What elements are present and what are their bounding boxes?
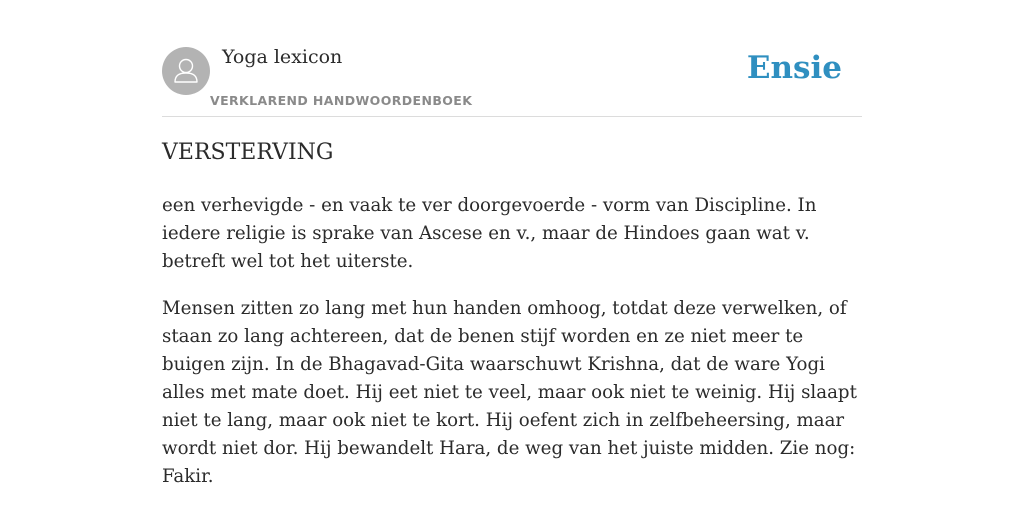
entry-term: VERSTERVING bbox=[162, 140, 334, 165]
page bbox=[162, 0, 862, 487]
site-title[interactable]: Yoga lexicon bbox=[222, 46, 343, 68]
user-icon bbox=[162, 47, 210, 95]
avatar[interactable] bbox=[162, 47, 210, 95]
site-subtitle: VERKLAREND HANDWOORDENBOEK bbox=[210, 93, 473, 108]
definition-paragraph: Mensen zitten zo lang met hun handen omhoog, totdat deze verwelken, of staan zo lang achtereen, dat de benen stijf worden en ze niet meer te buigen zijn. In de Bhagavad-Gita waarschuwt Krishna, dat de ware Yogi alles met mate doet. Hij eet niet te veel, maar ook niet te weinig. Hij slaapt niet te lang, maar ook niet te kort. Hij oefent zich in zelfbeheersing, maar wordt niet dor. Hij bewandelt Hara, de weg van het juiste midden. Zie nog: Fakir. bbox=[162, 298, 857, 487]
header bbox=[162, 0, 862, 117]
definition-paragraph: een verhevigde - en vaak te ver doorgevoerde - vorm van Discipline. In iedere religie is sprake van Ascese en v., maar de Hindoes gaan wat v. betreft wel tot het uiterste. bbox=[162, 195, 817, 272]
entry-definition bbox=[162, 192, 866, 510]
brand-logo[interactable]: Ensie bbox=[746, 50, 842, 86]
